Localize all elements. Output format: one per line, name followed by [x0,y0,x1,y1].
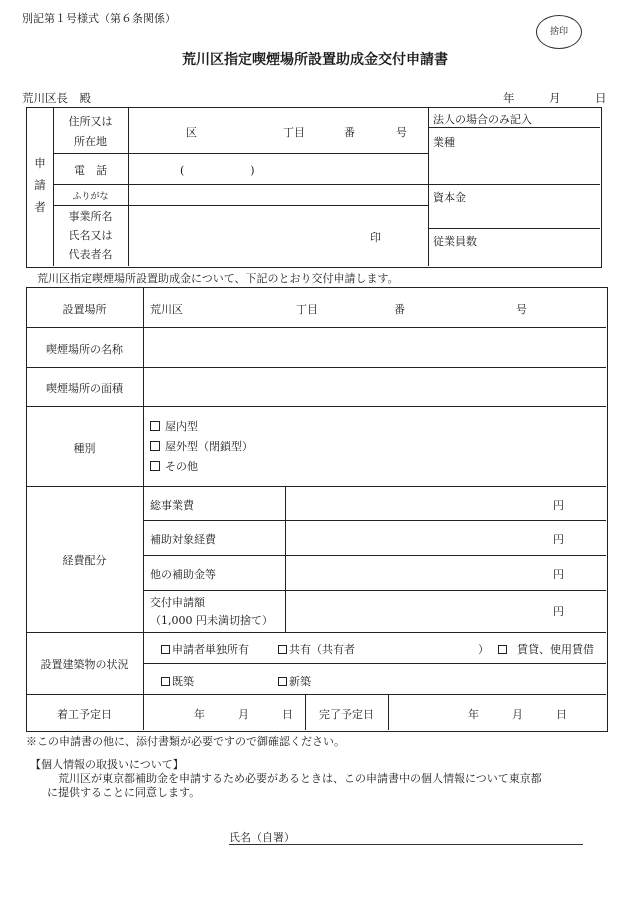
place-name-label: 喫煙場所の名称 [46,343,123,356]
location-chome: 丁目 [296,303,318,316]
area-label: 喫煙場所の面積 [46,382,123,395]
address-chome: 丁目 [283,126,305,139]
privacy-text-1: 荒川区が東京都補助金を申請するため必要があるときは、この申請書中の個人情報について東京都 [58,772,542,785]
furigana-label: ふりがな [72,192,109,202]
type-option-other[interactable]: その他 [150,457,253,477]
location-label: 設置場所 [62,303,107,316]
checkbox[interactable] [161,677,170,686]
type-options [150,417,253,477]
end-date-field[interactable]: 年 月 日 [468,708,567,721]
name-field[interactable] [129,206,427,265]
signature-label: 氏名（自署） [229,831,295,844]
end-date-label: 完了予定日 [319,708,374,721]
capital-label: 資本金 [433,191,466,204]
address-go: 号 [396,126,407,139]
eligible-cost-label: 補助対象経費 [150,533,216,546]
address-ban: 番 [344,126,355,139]
checkbox[interactable] [150,461,160,471]
name-label: 事業所名 氏名又は 代表者名 [68,210,113,261]
phone-label: 電 話 [74,164,107,177]
ownership-shared-close: ） [478,643,489,656]
total-cost-field[interactable] [286,487,546,519]
phone-field[interactable] [129,155,427,183]
place-name-field[interactable] [144,328,605,366]
address-label: 住所又は 所在地 [68,115,113,148]
location-ban: 番 [394,303,405,316]
page-title: 荒川区指定喫煙場所設置助成金交付申請書 [182,52,448,68]
ownership-shared[interactable]: 共有（共有者 [278,641,355,657]
checkbox[interactable] [161,645,170,654]
address-field[interactable] [129,128,427,152]
total-cost-label: 総事業費 [150,499,194,512]
start-date-label: 着工予定日 [57,708,112,721]
industry-label: 業種 [433,136,455,149]
eligible-cost-unit: 円 [553,533,564,546]
form-number: 別記第１号様式（第６条関係） [22,12,176,25]
privacy-text-2: に提供することに同意します。 [47,786,201,799]
request-amount-unit: 円 [553,605,564,618]
start-date-field[interactable]: 年 月 日 [194,708,293,721]
checkbox[interactable] [278,645,287,654]
applicant-section-label: 申 請 者 [34,156,46,214]
checkbox[interactable] [278,677,287,686]
attachment-note: ※この申請書の他に、添付書類が必要ですので御確認ください。 [26,735,345,748]
checkbox[interactable] [150,421,160,431]
seal-mark: 印 [370,231,381,244]
request-amount-field[interactable] [286,591,546,631]
type-label: 種別 [73,442,96,455]
location-ku: 荒川区 [150,303,183,316]
type-option-indoor[interactable]: 屋内型 [150,417,253,437]
cost-label: 経費配分 [62,554,107,567]
building-label: 設置建築物の状況 [40,658,129,671]
application-statement: 荒川区指定喫煙場所設置助成金について、下記のとおり交付申請します。 [37,272,399,285]
location-go: 号 [516,303,527,316]
address-ku: 区 [186,126,197,139]
phone-paren: ( ) [180,164,255,177]
checkbox[interactable] [498,645,507,654]
ownership-sole[interactable]: 申請者単独所有 [161,641,249,657]
building-new[interactable]: 新築 [278,673,311,689]
privacy-title: 【個人情報の取扱いについて】 [30,758,184,771]
checkbox[interactable] [150,441,160,451]
building-existing[interactable]: 既築 [161,673,194,689]
ownership-lease[interactable]: 賃貸、使用賃借 [498,641,594,657]
eligible-cost-field[interactable] [286,521,546,554]
type-option-outdoor[interactable]: 屋外型（閉鎖型） [150,437,253,457]
area-field[interactable] [144,368,605,405]
employees-label: 従業員数 [433,235,477,248]
addressee: 荒川区長 殿 [22,91,91,105]
furigana-field[interactable] [129,185,427,204]
request-amount-label: 交付申請額 [150,596,205,609]
location-field[interactable] [144,288,605,326]
signature-line[interactable] [229,844,583,845]
other-subsidy-field[interactable] [286,556,546,589]
discard-seal-label: 捨印 [549,27,568,37]
other-subsidy-unit: 円 [553,568,564,581]
request-amount-note: （1,000 円未満切捨て） [150,614,273,627]
corp-only-label: 法人の場合のみ記入 [433,113,532,126]
application-date: 年 月 日 [503,91,607,105]
total-cost-unit: 円 [553,499,564,512]
other-subsidy-label: 他の補助金等 [150,568,216,581]
